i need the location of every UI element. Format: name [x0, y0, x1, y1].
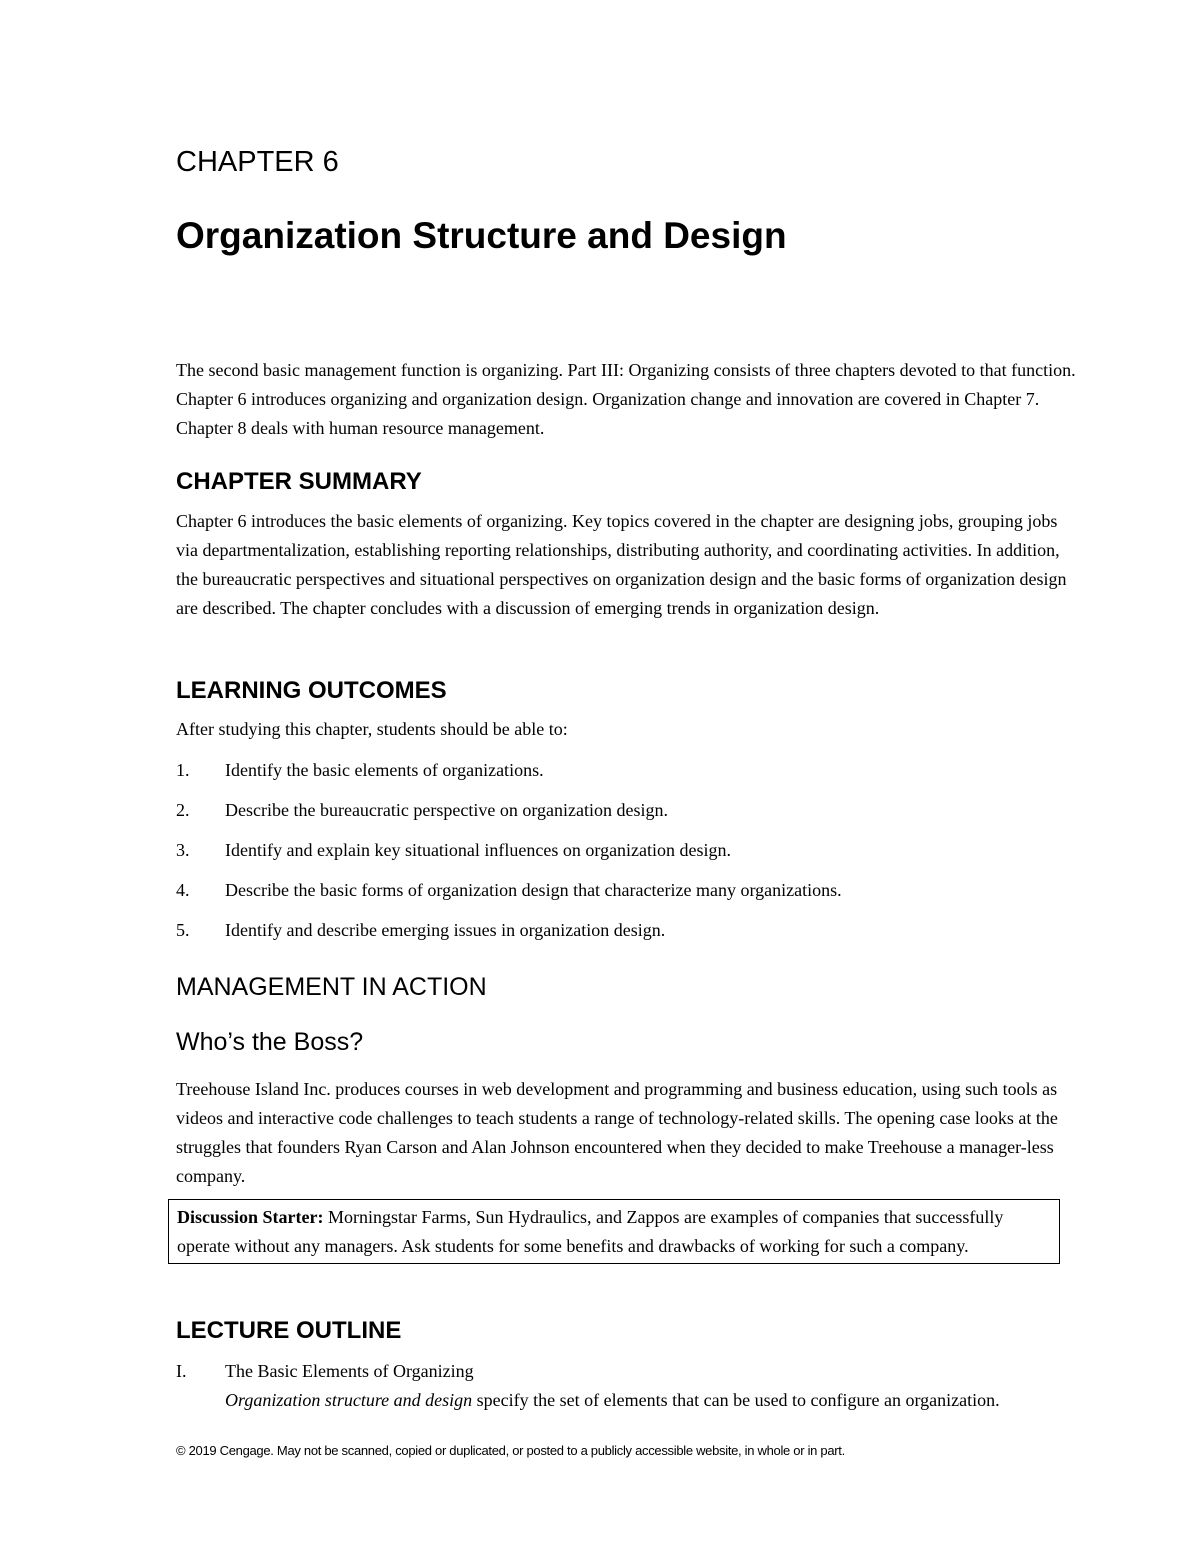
outline-description — [225, 1386, 1065, 1415]
outline-description-text: specify the set of elements that can be used to configure an organization. — [472, 1390, 1000, 1410]
case-title: Who’s the Boss? — [176, 1028, 364, 1056]
list-number: 3. — [176, 840, 190, 860]
discussion-starter-label: Discussion Starter: — [177, 1207, 324, 1227]
copyright-footer: © 2019 Cengage. May not be scanned, copied or duplicated, or posted to a publicly accessible website, in whole or in part. — [176, 1443, 845, 1458]
chapter-label: CHAPTER 6 — [176, 146, 339, 178]
chapter-title: Organization Structure and Design — [176, 215, 787, 256]
learning-outcomes-list — [176, 756, 1076, 956]
outline-item — [176, 1357, 1076, 1415]
list-item — [176, 756, 1076, 796]
list-number: 5. — [176, 920, 190, 940]
outline-term: Organization structure and design — [225, 1390, 473, 1410]
chapter-summary-text: Chapter 6 introduces the basic elements of organizing. Key topics covered in the chapter are designing jobs, grouping jobs via departmentalization, establishing reporting relationships, distributing authority, and coordinating activities. In addition, the bureaucratic perspectives and situational perspectives on organization design and the basic forms of organization design are described. The chapter concludes with a discussion of emerging trends in organization design. — [176, 511, 1067, 618]
list-number: 2. — [176, 800, 190, 820]
list-item — [176, 796, 1076, 836]
list-text: Describe the basic forms of organization design that characterize many organizations. — [225, 880, 842, 900]
list-text: Identify the basic elements of organizations. — [225, 760, 544, 780]
intro-paragraph: The second basic management function is organizing. Part III: Organizing consists of three chapters devoted to that function. Chapter 6 introduces organizing and organization design. Organization change and innovation are covered in Chapter 7. Chapter 8 deals with human resource management. — [176, 360, 1076, 438]
learning-outcomes-heading: LEARNING OUTCOMES — [176, 677, 447, 704]
case-paragraph: Treehouse Island Inc. produces courses in web development and programming and business education, using such tools as videos and interactive code challenges to teach students a range of technology-related skills. The opening case looks at the struggles that founders Ryan Carson and Alan Johnson encountered when they decided to make Treehouse a manager-less company. — [176, 1079, 1058, 1186]
learning-outcomes-lead: After studying this chapter, students should be able to: — [176, 719, 568, 739]
list-item — [176, 836, 1076, 876]
list-text: Describe the bureaucratic perspective on organization design. — [225, 800, 668, 820]
discussion-starter-box — [168, 1199, 1060, 1264]
lecture-outline-heading: LECTURE OUTLINE — [176, 1317, 402, 1344]
list-number: 1. — [176, 760, 190, 780]
list-item — [176, 916, 1076, 956]
list-number: 4. — [176, 880, 190, 900]
list-item — [176, 876, 1076, 916]
management-in-action-heading: MANAGEMENT IN ACTION — [176, 973, 487, 1001]
discussion-starter-text: Morningstar Farms, Sun Hydraulics, and Zappos are examples of companies that successfully operate without any managers. Ask students for some benefits and drawbacks of working for such a company. — [177, 1207, 1004, 1256]
chapter-summary-heading: CHAPTER SUMMARY — [176, 468, 422, 495]
outline-title: The Basic Elements of Organizing — [225, 1361, 474, 1381]
list-text: Identify and explain key situational influences on organization design. — [225, 840, 732, 860]
outline-numeral: I. — [176, 1361, 187, 1381]
list-text: Identify and describe emerging issues in organization design. — [225, 920, 666, 940]
